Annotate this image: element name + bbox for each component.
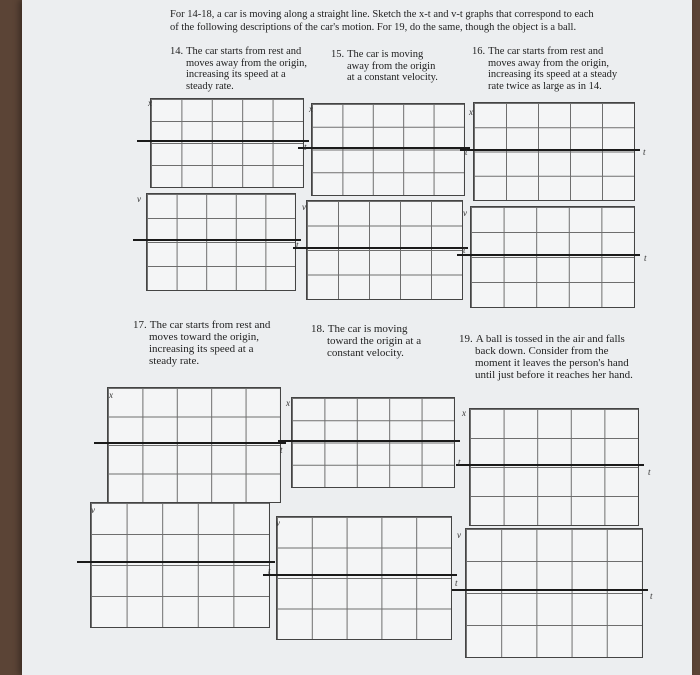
problem-text-line: steady rate. [149,355,200,367]
problem-number: 18. [311,323,325,335]
t-axis-line [278,440,460,442]
t-axis-line [298,147,470,149]
problem-text-line: A ball is tossed in the air and falls [475,333,625,345]
problem-text-line: The car is moving [327,323,408,335]
problem-text-line: increasing its speed at a [149,343,254,355]
problem-17 [133,319,303,367]
v-axis-label: v [137,194,141,204]
t-axis-label: t [644,253,647,263]
problem-text-line: back down. Consider from the [475,345,609,357]
problem-number: 16. [472,46,486,57]
graph-16-xt[interactable] [473,102,635,201]
t-axis-line [94,442,286,444]
graph-18-xt[interactable] [291,397,455,488]
x-axis-label: x [469,107,473,117]
t-axis-label: t [455,578,458,588]
problem-number: 17. [133,319,147,331]
t-axis-line [77,561,275,563]
t-axis-label: t [463,245,466,255]
problem-text-line: steady rate. [186,80,234,92]
t-axis-line [456,464,644,466]
problem-text-line: toward the origin at a [327,335,422,347]
problem-text-line: rate twice as large as in 14. [488,80,602,92]
x-axis-label: x [286,398,290,408]
problem-text-line: The car starts from rest and [149,319,271,331]
problem-text-line: constant velocity. [327,347,404,359]
t-axis-line [460,149,640,151]
problem-text-line: moves toward the origin, [149,331,259,343]
v-axis-label: v [91,505,95,515]
t-axis-line [293,247,468,249]
instructions-line-1: For 14-18, a car is moving along a straight line. Sketch the x-t and v-t graphs that correspond to each [170,9,594,20]
graph-19-vt[interactable] [465,528,643,658]
problem-text-line: moment it leaves the person's hand [475,357,629,369]
problem-text-line: increasing its speed at a [186,69,286,80]
v-axis-label: v [276,518,280,528]
t-axis-label: t [296,240,299,250]
problem-number: 15. [331,49,345,60]
graph-15-vt[interactable] [306,200,463,300]
problem-text-line: The car starts from rest and [186,46,302,57]
t-axis-label: t [465,147,468,157]
v-axis-label: v [302,202,306,212]
graph-14-vt[interactable] [146,193,296,291]
x-axis-label: x [309,104,313,114]
instructions-line-2: of the following descriptions of the car's motion. For 19, do the same, though the object is a ball. [170,22,577,33]
t-axis-label: t [648,467,651,477]
t-axis-label: t [643,147,646,157]
problem-15 [331,49,456,84]
t-axis-label: t [458,457,461,467]
problem-text-line: moves away from the origin, [488,57,610,69]
graph-15-xt[interactable] [311,103,465,196]
t-axis-line [137,140,309,142]
problem-text-line: The car starts from rest and [488,46,604,57]
problem-text-line: until just before it reaches her hand. [475,369,633,381]
problem-text-line: The car is moving [347,49,424,60]
graph-16-vt[interactable] [470,206,635,308]
problem-number: 14. [170,46,184,57]
t-axis-label: t [268,566,271,576]
x-axis-label: x [109,390,113,400]
instructions [170,8,640,34]
t-axis-label: t [304,142,307,152]
t-axis-label: t [280,445,283,455]
graph-14-xt[interactable] [150,98,304,188]
problem-16 [472,46,647,92]
problem-14 [170,46,320,92]
graph-17-xt[interactable] [107,387,281,503]
t-axis-label: t [650,591,653,601]
x-axis-label: x [462,408,466,418]
problem-text-line: increasing its speed at a steady [488,69,618,80]
v-axis-label: v [463,208,467,218]
v-axis-label: v [457,530,461,540]
problem-18 [311,323,446,359]
problem-text-line: away from the origin [347,60,436,72]
problem-19 [459,333,674,381]
problem-text-line: moves away from the origin, [186,57,308,69]
t-axis-line [263,574,457,576]
graph-19-xt[interactable] [469,408,639,526]
graph-17-vt[interactable] [90,502,270,628]
t-axis-line [133,239,301,241]
t-axis-line [457,254,640,256]
problem-number: 19. [459,333,473,345]
graph-18-vt[interactable] [276,516,452,640]
x-axis-label: x [148,98,152,108]
t-axis-line [452,589,648,591]
problem-text-line: at a constant velocity. [347,72,438,83]
